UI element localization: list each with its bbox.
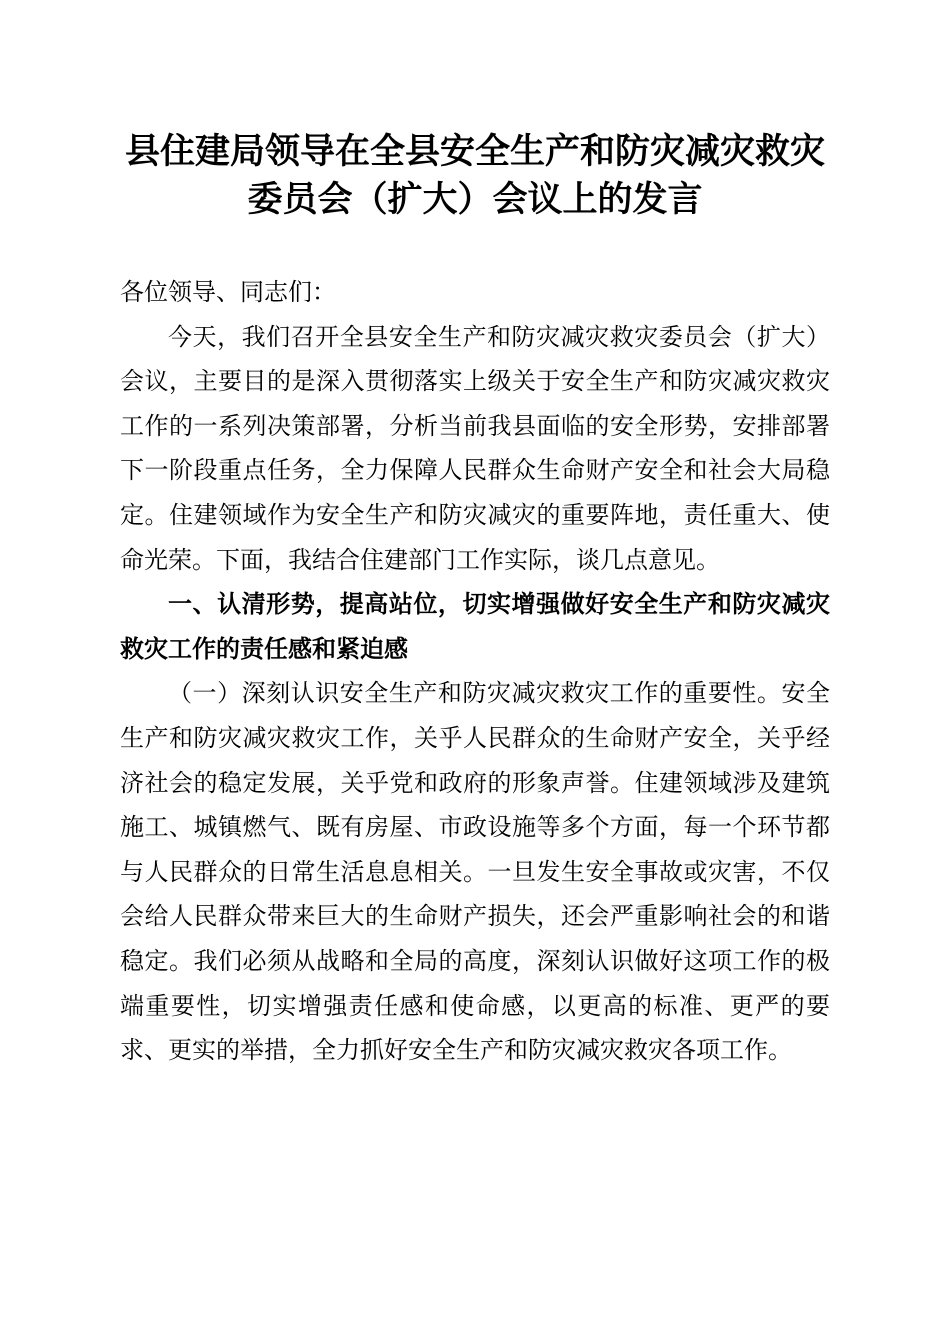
- salutation: 各位领导、同志们：: [120, 278, 336, 306]
- subsection-1-heading: （一）深刻认识安全生产和防灾减灾救灾工作的重要性。: [168, 679, 782, 708]
- subsection-1-paragraph: [120, 671, 830, 1072]
- title-line-2: 委员会（扩大）会议上的发言: [247, 179, 703, 220]
- document-title: [120, 128, 830, 224]
- section-1-heading: 一、认清形势，提高站位，切实增强做好安全生产和防灾减灾救灾工作的责任感和紧迫感: [120, 590, 830, 663]
- intro-paragraph: 今天，我们召开全县安全生产和防灾减灾救灾委员会（扩大）会议，主要目的是深入贯彻落实上级关于安全生产和防灾减灾救灾工作的一系列决策部署，分析当前我县面临的安全形势，安排部署下一阶段重点任务，全力保障人民群众生命财产安全和社会大局稳定。住建领域作为安全生产和防灾减灾的重要阵地，责任重大、使命光荣。下面，我结合住建部门工作实际，谈几点意见。: [120, 322, 830, 574]
- document-page: [120, 128, 830, 1073]
- title-line-1: 县住建局领导在全县安全生产和防灾减灾救灾: [124, 131, 825, 172]
- subsection-1-body: 安全生产和防灾减灾救灾工作，关乎人民群众的生命财产安全，关乎经济社会的稳定发展，关乎党和政府的形象声誉。住建领域涉及建筑施工、城镇燃气、既有房屋、市政设施等多个方面，每一个环节都与人民群众的日常生活息息相关。一旦发生安全事故或灾害，不仅会给人民群众带来巨大的生命财产损失，还会严重影响社会的和谐稳定。我们必须从战略和全局的高度，深刻认识做好这项工作的极端重要性，切实增强责任感和使命感，以更高的标准、更严的要求、更实的举措，全力抓好安全生产和防灾减灾救灾各项工作。: [120, 679, 831, 1065]
